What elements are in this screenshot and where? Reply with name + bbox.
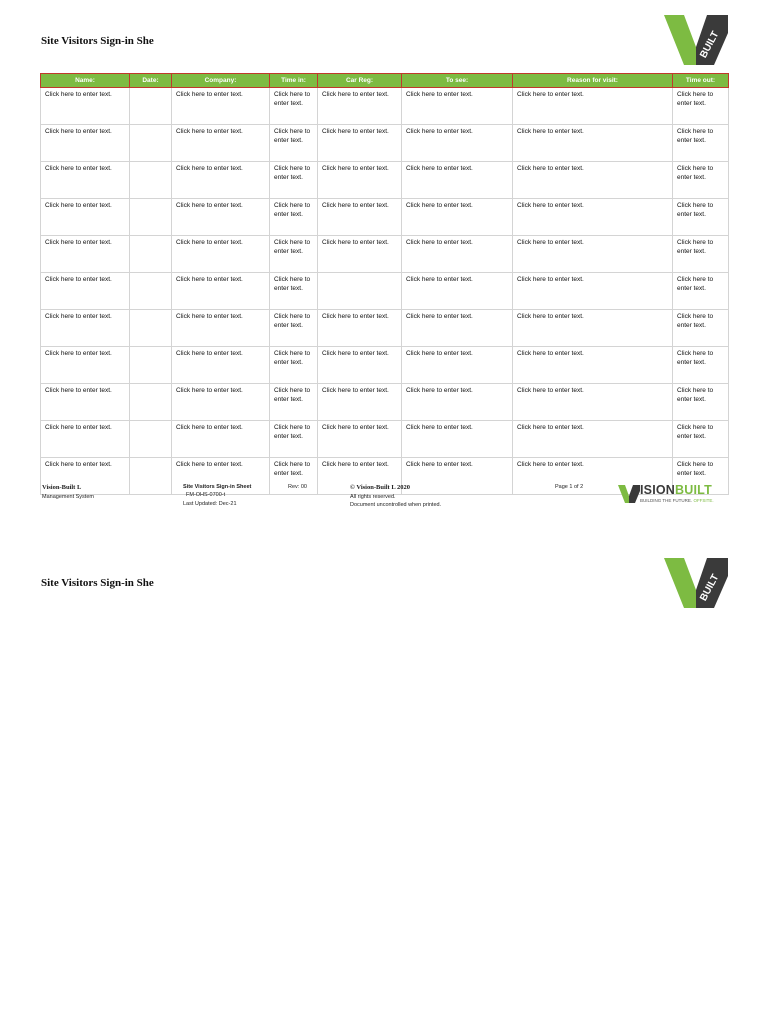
cell-time-in[interactable]: Click here to enter text. — [270, 88, 318, 125]
table-row — [41, 273, 729, 310]
cell-date[interactable] — [130, 236, 172, 273]
page-title: Site Visitors Sign-in She — [41, 35, 154, 47]
footer-page-number: Page 1 of 2 — [555, 484, 584, 490]
cell-car-reg[interactable]: Click here to enter text. — [318, 310, 402, 347]
cell-name[interactable]: Click here to enter text. — [41, 88, 130, 125]
svg-text:BUILT: BUILT — [698, 29, 722, 61]
sign-in-table — [40, 73, 729, 495]
column-header-date: Date: — [130, 74, 172, 88]
cell-company[interactable]: Click here to enter text. — [172, 273, 270, 310]
logo-tagline-offsite: OFFSITE. — [693, 498, 714, 503]
footer-doc-code: FM-OHS-0700-t — [186, 492, 226, 499]
cell-time-in[interactable]: Click here to enter text. — [270, 236, 318, 273]
cell-car-reg[interactable]: Click here to enter text. — [318, 384, 402, 421]
cell-name[interactable]: Click here to enter text. — [41, 347, 130, 384]
cell-time-in[interactable]: Click here to enter text. — [270, 421, 318, 458]
cell-time-out[interactable]: Click here to enter text. — [673, 199, 729, 236]
cell-company[interactable]: Click here to enter text. — [172, 199, 270, 236]
cell-date[interactable] — [130, 421, 172, 458]
cell-name[interactable]: Click here to enter text. — [41, 273, 130, 310]
cell-car-reg[interactable] — [318, 273, 402, 310]
table-row — [41, 310, 729, 347]
cell-company[interactable]: Click here to enter text. — [172, 88, 270, 125]
column-header-company: Company: — [172, 74, 270, 88]
cell-time-out[interactable]: Click here to enter text. — [673, 458, 729, 495]
vision-built-logo-page-2 — [662, 556, 730, 608]
cell-time-out[interactable]: Click here to enter text. — [673, 125, 729, 162]
table-row — [41, 347, 729, 384]
visionbuilt-wordmark-logo — [618, 483, 730, 507]
cell-car-reg[interactable]: Click here to enter text. — [318, 458, 402, 495]
cell-date[interactable] — [130, 199, 172, 236]
table-row — [41, 88, 729, 125]
footer-copyright: © Vision-Built L 2020 — [350, 484, 410, 491]
cell-car-reg[interactable]: Click here to enter text. — [318, 199, 402, 236]
cell-time-out[interactable]: Click here to enter text. — [673, 273, 729, 310]
cell-time-in[interactable]: Click here to enter text. — [270, 310, 318, 347]
cell-car-reg[interactable]: Click here to enter text. — [318, 88, 402, 125]
cell-name[interactable]: Click here to enter text. — [41, 310, 130, 347]
cell-reason[interactable]: Click here to enter text. — [513, 310, 673, 347]
cell-car-reg[interactable]: Click here to enter text. — [318, 236, 402, 273]
table-row — [41, 162, 729, 199]
cell-reason[interactable]: Click here to enter text. — [513, 125, 673, 162]
column-header-time-out: Time out: — [673, 74, 729, 88]
logo-word-ision: ISION — [640, 483, 676, 497]
cell-car-reg[interactable]: Click here to enter text. — [318, 421, 402, 458]
cell-to-see[interactable]: Click here to enter text. — [402, 458, 513, 495]
page-footer — [40, 483, 728, 513]
cell-car-reg[interactable]: Click here to enter text. — [318, 347, 402, 384]
cell-company[interactable]: Click here to enter text. — [172, 458, 270, 495]
footer-doc-title: Site Visitors Sign-in Sheet — [183, 484, 252, 490]
cell-time-out[interactable]: Click here to enter text. — [673, 236, 729, 273]
footer-updated: Last Updated: Dec-21 — [183, 500, 237, 507]
cell-reason[interactable]: Click here to enter text. — [513, 458, 673, 495]
cell-to-see[interactable]: Click here to enter text. — [402, 347, 513, 384]
cell-time-in[interactable]: Click here to enter text. — [270, 347, 318, 384]
table-row — [41, 199, 729, 236]
table-row — [41, 384, 729, 421]
cell-to-see[interactable]: Click here to enter text. — [402, 310, 513, 347]
cell-time-out[interactable]: Click here to enter text. — [673, 347, 729, 384]
column-header-car-reg: Car Reg: — [318, 74, 402, 88]
footer-system: Management System — [42, 493, 94, 500]
cell-name[interactable]: Click here to enter text. — [41, 125, 130, 162]
cell-name[interactable]: Click here to enter text. — [41, 384, 130, 421]
cell-date[interactable] — [130, 273, 172, 310]
cell-date[interactable] — [130, 125, 172, 162]
cell-date[interactable] — [130, 88, 172, 125]
cell-time-in[interactable]: Click here to enter text. — [270, 273, 318, 310]
cell-to-see[interactable]: Click here to enter text. — [402, 162, 513, 199]
cell-company[interactable]: Click here to enter text. — [172, 125, 270, 162]
cell-reason[interactable]: Click here to enter text. — [513, 421, 673, 458]
cell-to-see[interactable]: Click here to enter text. — [402, 88, 513, 125]
cell-to-see[interactable]: Click here to enter text. — [402, 236, 513, 273]
cell-time-out[interactable]: Click here to enter text. — [673, 88, 729, 125]
cell-time-in[interactable]: Click here to enter text. — [270, 125, 318, 162]
cell-reason[interactable]: Click here to enter text. — [513, 236, 673, 273]
cell-company[interactable]: Click here to enter text. — [172, 347, 270, 384]
column-header-to-see: To see: — [402, 74, 513, 88]
cell-time-out[interactable]: Click here to enter text. — [673, 310, 729, 347]
cell-date[interactable] — [130, 162, 172, 199]
table-row — [41, 421, 729, 458]
cell-company[interactable]: Click here to enter text. — [172, 236, 270, 273]
cell-reason[interactable]: Click here to enter text. — [513, 88, 673, 125]
cell-car-reg[interactable]: Click here to enter text. — [318, 125, 402, 162]
cell-name[interactable]: Click here to enter text. — [41, 458, 130, 495]
table-row — [41, 236, 729, 273]
cell-time-out[interactable]: Click here to enter text. — [673, 162, 729, 199]
footer-uncontrolled: Document uncontrolled when printed. — [350, 502, 442, 508]
cell-date[interactable] — [130, 310, 172, 347]
svg-text:BUILT: BUILT — [698, 572, 722, 604]
cell-to-see[interactable]: Click here to enter text. — [402, 273, 513, 310]
cell-to-see[interactable]: Click here to enter text. — [402, 125, 513, 162]
v-mark-icon — [618, 485, 640, 503]
cell-company[interactable]: Click here to enter text. — [172, 384, 270, 421]
cell-time-in[interactable]: Click here to enter text. — [270, 384, 318, 421]
footer-company: Vision-Built L — [42, 484, 82, 491]
column-header-reason: Reason for visit: — [513, 74, 673, 88]
cell-time-in[interactable]: Click here to enter text. — [270, 162, 318, 199]
cell-name[interactable]: Click here to enter text. — [41, 421, 130, 458]
logo-word-built: BUILT — [675, 483, 712, 497]
cell-reason[interactable]: Click here to enter text. — [513, 384, 673, 421]
column-header-time-in: Time in: — [270, 74, 318, 88]
cell-company[interactable]: Click here to enter text. — [172, 162, 270, 199]
cell-name[interactable]: Click here to enter text. — [41, 199, 130, 236]
cell-time-out[interactable]: Click here to enter text. — [673, 384, 729, 421]
cell-car-reg[interactable]: Click here to enter text. — [318, 162, 402, 199]
cell-date[interactable] — [130, 384, 172, 421]
cell-date[interactable] — [130, 347, 172, 384]
cell-name[interactable]: Click here to enter text. — [41, 236, 130, 273]
cell-reason[interactable]: Click here to enter text. — [513, 162, 673, 199]
vision-built-logo — [662, 13, 730, 65]
cell-reason[interactable]: Click here to enter text. — [513, 347, 673, 384]
footer-rev: Rev: 00 — [288, 484, 307, 490]
cell-time-in[interactable]: Click here to enter text. — [270, 199, 318, 236]
cell-time-in[interactable]: Click here to enter text. — [270, 458, 318, 495]
table-row — [41, 125, 729, 162]
cell-name[interactable]: Click here to enter text. — [41, 162, 130, 199]
cell-to-see[interactable]: Click here to enter text. — [402, 384, 513, 421]
cell-reason[interactable]: Click here to enter text. — [513, 199, 673, 236]
cell-company[interactable]: Click here to enter text. — [172, 421, 270, 458]
logo-tagline: BUILDING THE FUTURE. — [640, 498, 693, 503]
page-2-title: Site Visitors Sign-in She — [41, 577, 154, 589]
footer-rights: All rights reserved. — [350, 493, 396, 500]
cell-to-see[interactable]: Click here to enter text. — [402, 421, 513, 458]
table-header-row — [41, 74, 729, 88]
cell-time-out[interactable]: Click here to enter text. — [673, 421, 729, 458]
column-header-name: Name: — [41, 74, 130, 88]
cell-to-see[interactable]: Click here to enter text. — [402, 199, 513, 236]
cell-reason[interactable]: Click here to enter text. — [513, 273, 673, 310]
cell-company[interactable]: Click here to enter text. — [172, 310, 270, 347]
